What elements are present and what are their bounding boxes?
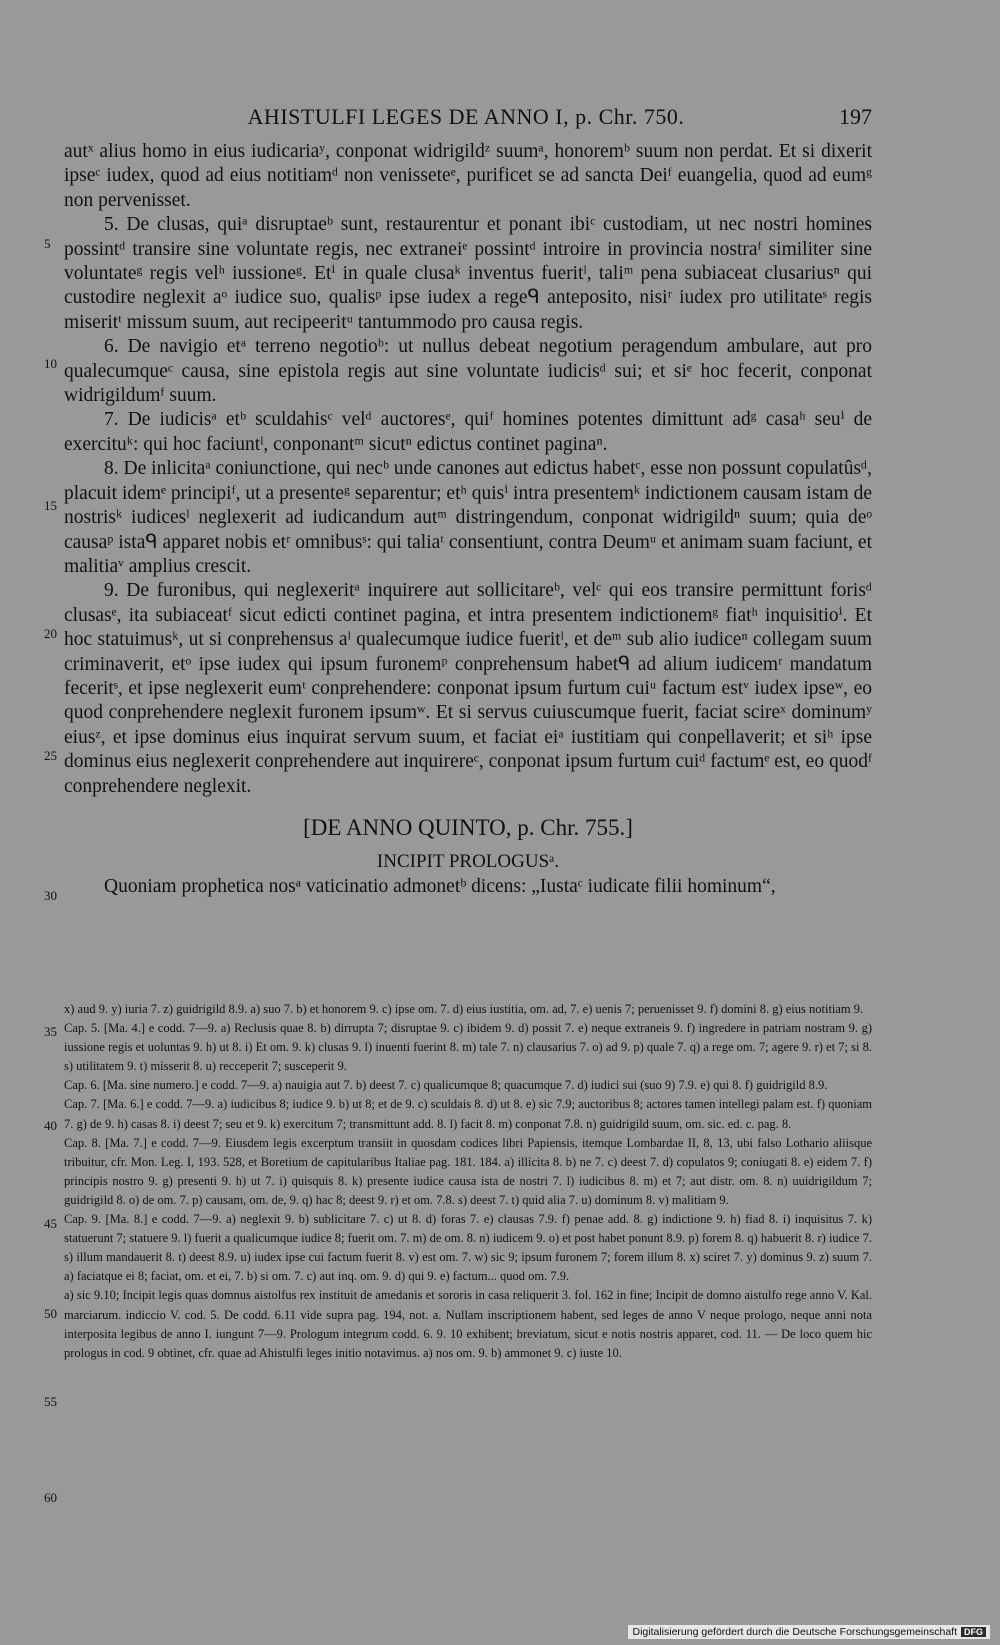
dfg-logo: DFG: [961, 1627, 986, 1637]
line-number: 45: [44, 1216, 57, 1231]
line-number: 50: [44, 1306, 57, 1321]
page-number: 197: [839, 104, 872, 129]
paragraph-cap-7: 7. De iudicisᵃ etᵇ sculdahisᶜ velᵈ auctoresᵉ, quiᶠ homines potentes dimittunt adᵍ casaʰ seuⁱ de exercituᵏ: qui hoc faciuntˡ, conponantᵐ sicutⁿ edictus continet paginaⁿ.: [64, 409, 872, 455]
paragraph-cap-9: 9. De furonibus, qui neglexeritᵃ inquirere aut sollicitareᵇ, velᶜ qui eos transire permittunt forisᵈ clusasᵉ, ita subiaceatᶠ sicut edicti continet pagina, et intra presentem indictionemᵍ fiatʰ inquisitioⁱ. Et hoc statuimusᵏ, ut si conprehensus aˡ qualecumque iudice fueritˡ, et deᵐ sub alio iudiceⁿ collegam suum criminaverit, etᵒ ipse iudex qui ipsum furonemᵖ conprehensum habetᑫ ad alium iudicemʳ mandatum feceritˢ, et ipse neglexerit eumᵗ conprehendere: conponat ipsum furtum cuiᵘ factum estᵛ iudex ipseʷ, eo quod conprehendere neglexit furonem ipsumʷ. Et si servus cuiuscumque fuerit, faciat scireˣ dominumʸ eiusᶻ, et ipse dominus eius inquirat servum suum, et faciat eiᵃ iustitiam qui conpellaverit; et siʰ ipse dominus eius neglexerit conprehendere aut inquirereᶜ, conponat ipsum furtum cuiᵈ factumᵉ est, eo quodᶠ conprehendere neglexit.: [64, 580, 873, 797]
footer-text: Digitalisierung gefördert durch die Deutsche Forschungsgemeinschaft: [632, 1626, 957, 1638]
line-number: 25: [44, 748, 57, 763]
paragraph-cap-5: 5. De clusas, quiᵃ disruptaeᵇ sunt, restaurentur et ponant ibiᶜ custodiam, ut nec nostri homines possintᵈ transire sine voluntate regis, nec extraneiᵉ possintᵈ introire in provincia nostraᶠ similiter sine voluntateᵍ regis velʰ iussioneᵍ. Etⁱ in quale clusaᵏ inventus fueritˡ, taliᵐ pena subiaceat clusariusⁿ qui custodire neglexit aᵒ iudice suo, qualisᵖ ipse iudex a regeᑫ anteposito, nisiʳ iudex pro utilitateˢ regis miseritᵗ missum suum, aut recipeeritᵘ tantummodo pro causa regis.: [64, 214, 872, 333]
footnotes: [64, 1000, 872, 1363]
line-number: 10: [44, 356, 57, 371]
paragraph-cap-6: 6. De navigio etᵃ terreno negotioᵇ: ut nullus debeat negotium peragendum ambulare, aut pro qualecumqueᶜ causa, sine epistola regis aut sine voluntate iudicisᵈ sui; et siᵉ hoc fecerit, conponat widrigildumᶠ suum.: [64, 336, 872, 407]
footnote-block: a) sic 9.10; Incipit legis quas domnus aistolfus rex instituit de amedanis et sororis in casa reliquerit 3. fol. 162 in fine; Incipit de domno aistulfo rege anno V. Kal. marciarum. indiccio V. cod. 5. De codd. 6.11 vide supra pag. 194, not. a. Nullam inscriptionem habent, sed leges de anno V neque prologo, neque anni nota interposita legibus de anno I. iungunt 7—9. Prologum integrum codd. 6. 9. 10 exhibent; breviatum, sicut e notis nostris apparet, cod. 11. — De loco quem hic prologus in cod. 9 obtinet, cfr. quae ad Ahistulfi leges initio notavimus. a) nos om. 9. b) ammonet 9. c) iuste 10.: [64, 1288, 872, 1360]
paragraph-continuation: autˣ alius homo in eius iudicariaʸ, conponat widrigildᶻ suumᵃ, honoremᵇ suum non perdat. Et si dixerit ipseᶜ iudex, quod ad eius notitiamᵈ non venisseteᵉ, purificet se ad sancta Deiᶠ euangelia, quod ad eumᵍ non pervenisset.: [64, 141, 872, 211]
footnote-block: Cap. 6. [Ma. sine numero.] e codd. 7—9. a) nauigia aut 7. b) deest 7. c) qualicumque 8; quacumque 7. d) iudici sui (suo 9) 7.9. e) qui 8. f) guidrigild 8.9.: [64, 1078, 828, 1093]
line-number: 30: [44, 888, 57, 903]
line-number: 15: [44, 498, 57, 513]
line-number: 35: [44, 1024, 57, 1039]
line-number: 40: [44, 1118, 57, 1133]
prologue-heading: INCIPIT PROLOGUSᵃ.: [376, 850, 560, 872]
line-number: 5: [44, 236, 51, 251]
prologue-opening: Quoniam prophetica nosᵃ vaticinatio admonetᵇ dicens: „Iustaᶜ iudicate filii hominum“,: [104, 875, 776, 897]
footnote-block: Cap. 7. [Ma. 6.] e codd. 7—9. a) iudicibus 8; iudice 9. b) ut 8; et de 9. c) sculdais 8. d) ut 8. e) sic 7.9; auctoribus 8; actores tamen intellegi palam est. f) quoniam 7. g) de 9. h) casas 8. i) deest 7; seu et 9. k) exercitum 7; transmittunt add. 8. l) facit 8. m) conponat 7.8. n) guidrigild suum, om. sic. ed. c. pag. 8.: [64, 1097, 872, 1131]
main-text: [64, 140, 872, 899]
footnote-block: x) aud 9. y) iuria 7. z) guidrigild 8.9. a) suo 7. b) et honorem 9. c) ipse om. 7. d) eius iustitia, om. ad, 7. e) uenis 7; peruenisset 9. f) domini 8. g) eius notitiam 9.: [64, 1002, 864, 1016]
footnote-block: Cap. 5. [Ma. 4.] e codd. 7—9. a) Reclusis quae 8. b) dirrupta 7; disruptae 9. c) ibidem 9. d) possit 7. e) neque extraneis 9. f) ingredere in patriam nostram 9. g) iussione regis et uoluntas 9. h) ut 8. i) Et om. 9. k) clusas 9. l) inuenti fuerint 8. m) tale 7. n) clausarius 7. o) ad 9. p) quale 7. q) a rege om. 7; agere 9. r) et 7; si 8. s) utilitatem 9. t) misserit 8. u) recceperit 7; susceperit 9.: [64, 1021, 872, 1074]
section-heading: [DE ANNO QUINTO, p. Chr. 755.]: [303, 814, 633, 840]
running-title: AHISTULFI LEGES DE ANNO I, p. Chr. 750.: [247, 104, 685, 129]
line-number: 55: [44, 1394, 57, 1409]
paragraph-cap-8: 8. De inlicitaᵃ coniunctione, qui necᵇ unde canones aut edictus habetᶜ, esse non possunt copulatûsᵈ, placuit idemᵉ principiᶠ, ut a presenteᵍ separentur; etʰ quisⁱ intra presentemᵏ indictionem causam istam de nostrisᵏ iudicesˡ neglexerit ad iudicandum autᵐ distringendum, conponat widrigildⁿ suum; quia deᵒ causaᵖ istaᑫ apparet nobis etʳ omnibusˢ: qui taliaᵗ consentiunt, contra Deumᵘ et animam suam faciunt, et malitiaᵛ amplius crescit.: [64, 458, 872, 577]
digitization-footer: [628, 1625, 990, 1639]
page-header: [60, 104, 872, 134]
footnote-block: Cap. 9. [Ma. 8.] e codd. 7—9. a) neglexit 9. b) sublicitare 7. c) ut 8. d) foras 7. e) clausas 7.9. f) penae add. 8. g) indictione 9. h) fiad 8. i) inquisitus 7. k) statuerunt 7; statuere 9. l) fuerit a qualicumque iudice 8; fuerit om. 7. m) de om. 8. n) iudicem 9. o) et post habet ponunt 8.9. p) forem 8. q) habuerit 8. r) iudice 7. s) illum mandauerit 8. t) deest 8.9. u) iudex ipse cui factum fuerit 8. v) est om. 7. w) sic 9; ipsum furonem 7; forem illum 8. x) sciret 7. y) dominus 9. z) suum 7. a) faciatque ei 8; faciat, om. et ei, 7. b) si om. 7. c) aut inq. om. 9. d) qui 9. e) factum... quod om. 7.9.: [64, 1212, 872, 1284]
footnote-block: Cap. 8. [Ma. 7.] e codd. 7—9. Eiusdem legis excerptum transiit in quosdam codices libri Papiensis, itemque Lombardae II, 8, 13, ubi falso Lothario aliisque tribuitur, cfr. Mon. Leg. I, 193. 528, et Boretium de capitularibus Italiae pag. 181. 184. a) illicita 8. b) ne 7. c) deest 7. d) copulatos 9; coniugati 8. e) eidem 7. f) principis nostro 9. g) presenti 9. h) ut 7. i) quisquis 8. k) presente iudice causa ista de nostri 7. l) iudicibus 8. m) et 7; aut distr. om. 8. n) uuidrigildum 7; guidrigild 8. o) de om. 7. p) causam, om. de, 9. q) hac 8; deest 9. r) et om. 7.8. s) deest 7. t) quid alia 7. u) dominum 8. v) malitiam 9.: [64, 1135, 872, 1207]
line-number: 20: [44, 626, 57, 641]
line-number: 60: [44, 1490, 57, 1505]
